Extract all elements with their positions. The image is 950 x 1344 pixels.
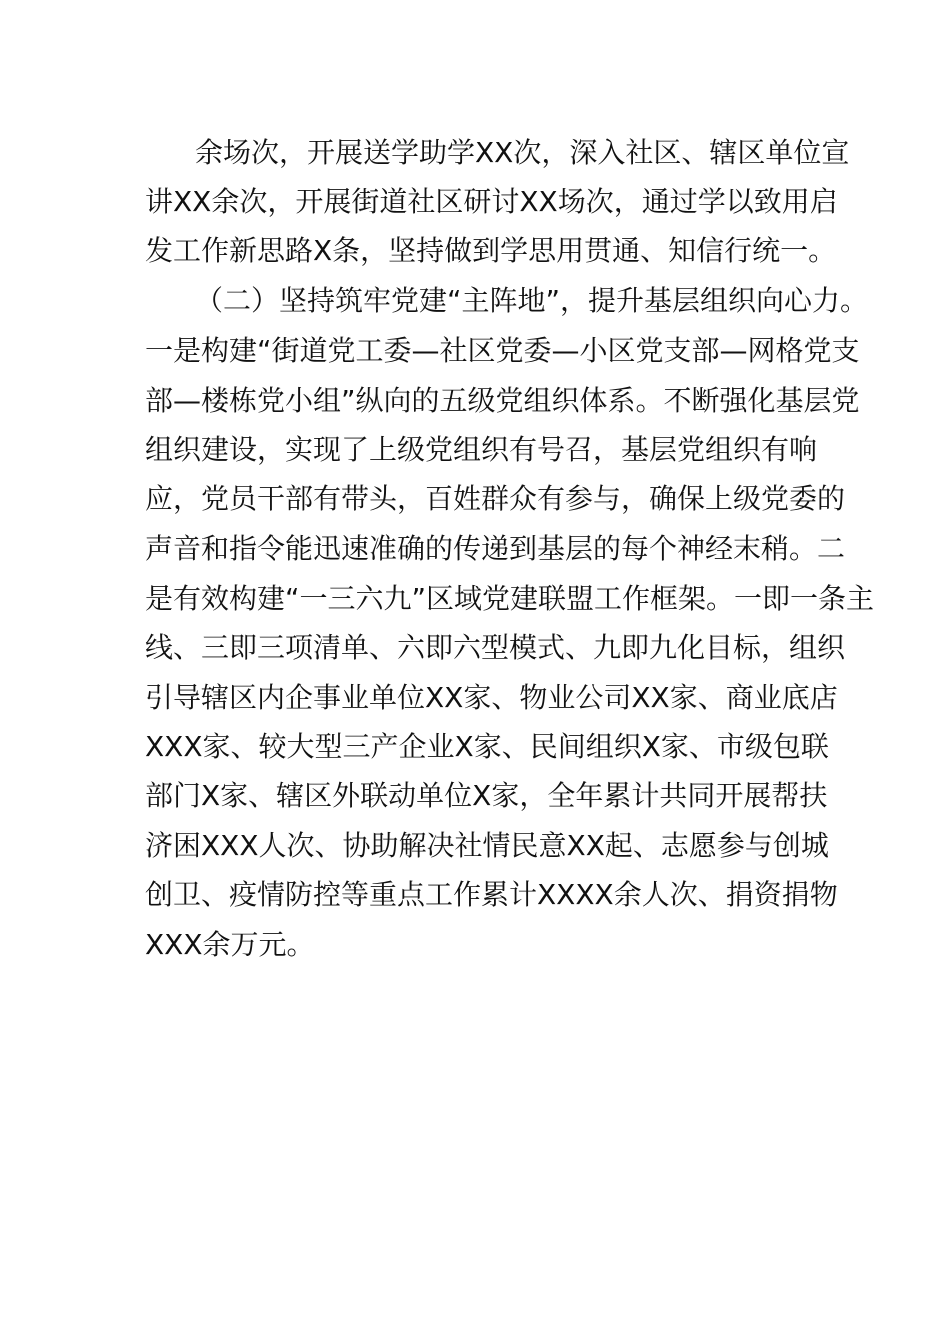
paragraph-line: 声音和指令能迅速准确的传递到基层的每个神经末稍。二 <box>145 532 846 565</box>
paragraph-line: 部—楼栋党小组”纵向的五级党组织体系。不断强化基层党 <box>145 384 860 417</box>
paragraph-line: 余场次，开展送学助学XX次，深入社区、辖区单位宣 <box>195 136 850 169</box>
section-heading-line: （二）坚持筑牢党建“主阵地”，提升基层组织向心力。 <box>195 284 869 317</box>
paragraph-line: XXX家、较大型三产企业X家、民间组织X家、市级包联 <box>145 730 829 763</box>
paragraph-line: 济困XXX人次、协助解决社情民意XX起、志愿参与创城 <box>145 829 829 862</box>
paragraph-line: 一是构建“街道党工委—社区党委—小区党支部—网格党支 <box>145 334 860 367</box>
paragraph-line: 是有效构建“一三六九”区域党建联盟工作框架。一即一条主 <box>145 582 875 615</box>
paragraph-line: 部门X家、辖区外联动单位X家，全年累计共同开展帮扶 <box>145 779 828 812</box>
paragraph-line: 引导辖区内企事业单位XX家、物业公司XX家、商业底店 <box>145 681 838 714</box>
paragraph-line: 线、三即三项清单、六即六型模式、九即九化目标，组织 <box>145 631 846 664</box>
paragraph-line: 发工作新思路X条，坚持做到学思用贯通、知信行统一。 <box>145 234 837 267</box>
paragraph-line: 应，党员干部有带头，百姓群众有参与，确保上级党委的 <box>145 482 846 515</box>
paragraph-line: XXX余万元。 <box>145 928 315 961</box>
paragraph-line: 创卫、疫情防控等重点工作累计XXXX余人次、捐资捐物 <box>145 878 838 911</box>
paragraph-line: 组织建设，实现了上级党组织有号召，基层党组织有响 <box>145 433 818 466</box>
paragraph-line: 讲XX余次，开展街道社区研讨XX场次，通过学以致用启 <box>145 185 838 218</box>
